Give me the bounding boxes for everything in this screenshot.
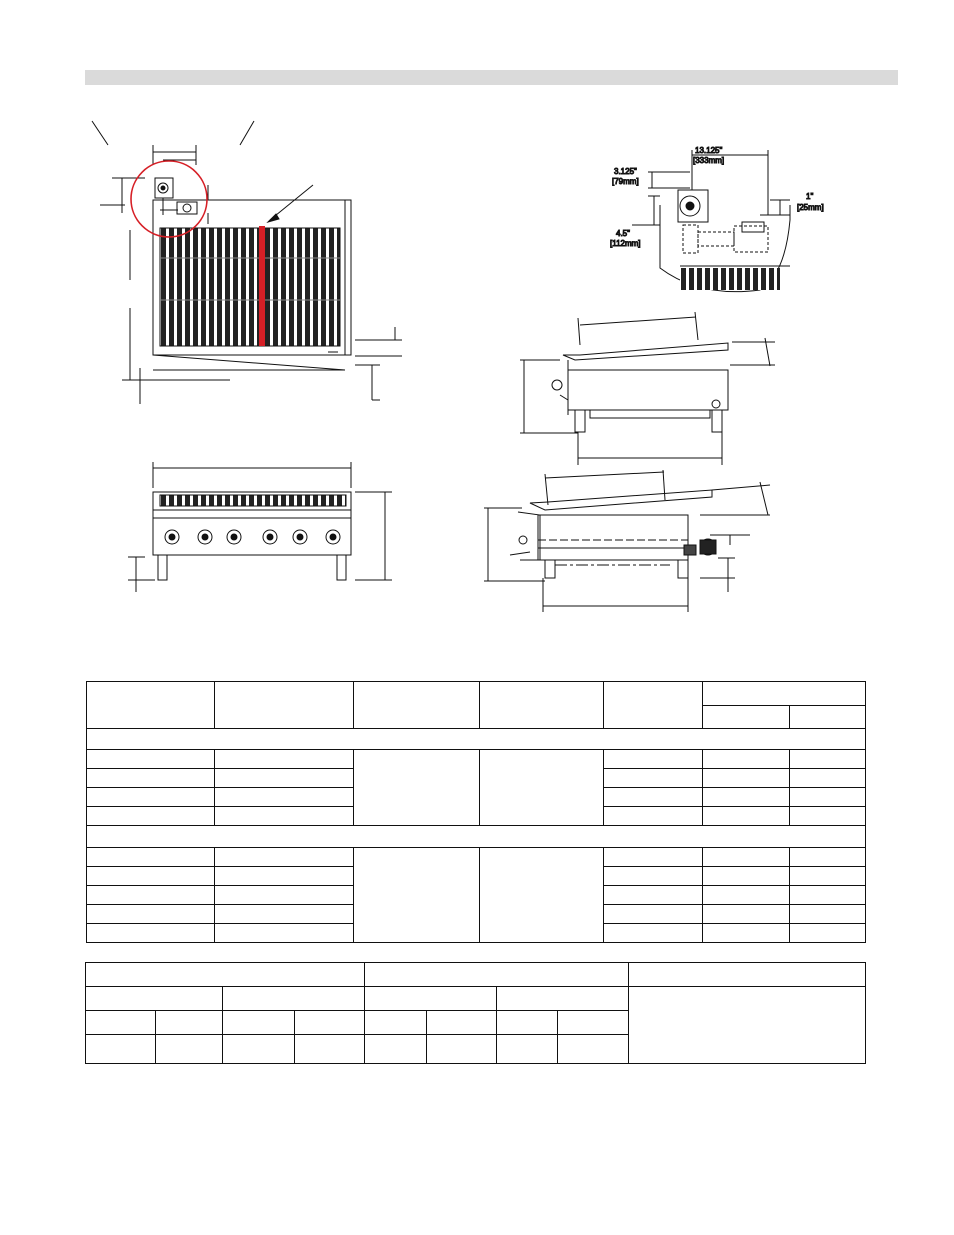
header-cell	[223, 987, 365, 1011]
header-cell	[354, 682, 480, 729]
header-cell	[87, 682, 215, 729]
front-view	[128, 462, 392, 592]
header-cell	[629, 963, 866, 987]
header-cell	[604, 682, 703, 729]
header-cell	[480, 682, 604, 729]
spec-table	[86, 681, 866, 943]
side-view-with-regulator	[484, 470, 770, 612]
dim-top-metric: [79mm]	[612, 177, 639, 186]
dim-width-metric: [333mm]	[693, 156, 725, 165]
dim-right-metric: [25mm]	[797, 203, 824, 212]
dim-left-label: 4.5"	[616, 229, 630, 238]
notes-cell	[629, 987, 866, 1064]
header-cell	[497, 987, 629, 1011]
section-row	[87, 729, 866, 750]
section-row	[87, 826, 866, 848]
header-cell	[365, 987, 497, 1011]
table-row	[87, 848, 866, 867]
dim-top-label: 3.125"	[614, 167, 637, 176]
top-view	[92, 121, 402, 404]
side-view	[520, 312, 775, 465]
table-row	[87, 750, 866, 769]
header-cell	[86, 987, 223, 1011]
header-cell	[790, 706, 866, 729]
dim-right-label: 1"	[806, 192, 814, 201]
dim-left-metric: [112mm]	[610, 239, 641, 248]
header-cell	[215, 682, 354, 729]
dim-width-label: 13.125"	[695, 146, 723, 155]
header-cell	[703, 682, 866, 706]
clearance-table	[85, 962, 866, 1064]
header-cell	[86, 963, 365, 987]
control-knobs	[165, 530, 340, 544]
header-cell	[365, 963, 629, 987]
gas-connection-detail	[610, 146, 824, 292]
header-cell	[703, 706, 790, 729]
